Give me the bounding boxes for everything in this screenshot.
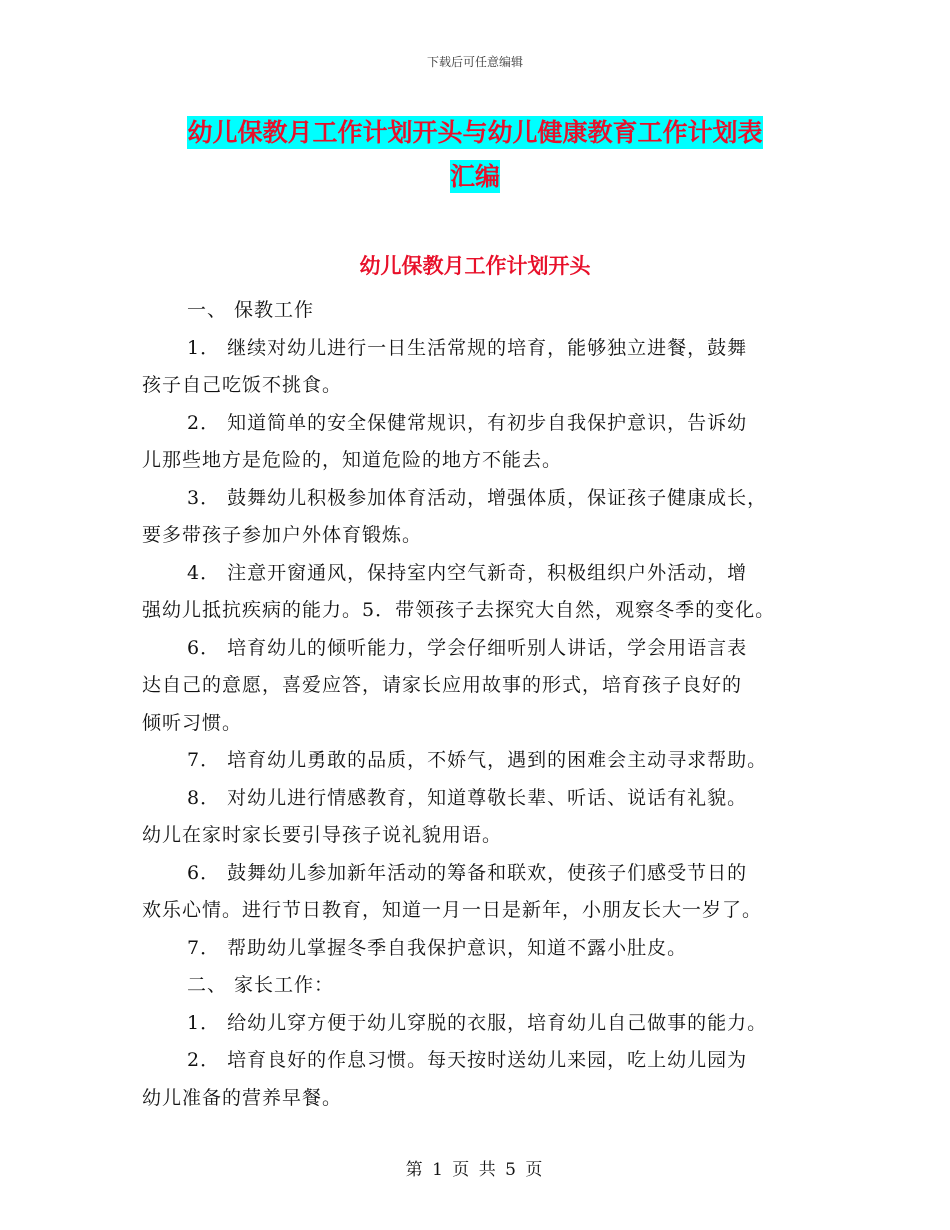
body-line: 8． 对幼儿进行情感教育，知道尊敬长辈、听话、说话有礼貌。 [187,786,748,809]
body-line: 欢乐心情。进行节日教育，知道一月一日是新年，小朋友长大一岁了。 [142,899,763,921]
document-title-line-2 [0,157,950,193]
body-line: 7． 帮助幼儿掌握冬季自我保护意识，知道不露小肚皮。 [187,936,688,959]
document-body [142,292,814,1117]
section-subtitle: 幼儿保教月工作计划开头 [359,254,591,278]
body-line: 4． 注意开窗通风，保持室内空气新奇，积极组织户外活动，增 [187,561,748,584]
document-title-line-1 [0,113,950,149]
body-line: 1． 继续对幼儿进行一日生活常规的培育，能够独立进餐，鼓舞 [187,336,748,359]
body-line: 幼儿准备的营养早餐。 [142,1086,343,1109]
body-line: 倾听习惯。 [142,711,243,734]
body-line: 达自己的意愿，喜爱应答，请家长应用故事的形式，培育孩子良好的 [142,674,743,696]
body-line: 1． 给幼儿穿方便于幼儿穿脱的衣服，培育幼儿自己做事的能力。 [187,1011,768,1034]
body-line: 要多带孩子参加户外体育锻炼。 [142,524,423,546]
body-line: 2． 培育良好的作息习惯。每天按时送幼儿来园，吃上幼儿园为 [187,1049,748,1071]
body-line: 6． 鼓舞幼儿参加新年活动的筹备和联欢，使孩子们感受节日的 [187,861,748,884]
body-line: 3． 鼓舞幼儿积极参加体育活动，增强体质，保证孩子健康成长， [187,486,768,509]
body-line: 一、 保教工作 [187,299,315,321]
title-text-2: 汇编 [449,162,500,191]
body-line: 6． 培育幼儿的倾听能力，学会仔细听别人讲话，学会用语言表 [187,636,748,659]
header-note: 下载后可任意编辑 [426,55,523,69]
body-line: 二、 家长工作： [187,974,335,996]
title-text-1: 幼儿保教月工作计划开头与幼儿健康教育工作计划表 [187,118,763,147]
page-number-footer: 第 1 页 共 5 页 [405,1160,545,1180]
body-line: 7． 培育幼儿勇敢的品质，不娇气，遇到的困难会主动寻求帮助。 [187,749,768,771]
body-line: 幼儿在家时家长要引导孩子说礼貌用语。 [142,824,503,846]
body-line: 儿那些地方是危险的，知道危险的地方不能去。 [142,449,563,471]
body-line: 孩子自己吃饭不挑食。 [142,374,343,396]
body-line: 强幼儿抵抗疾病的能力。5．带领孩子去探究大自然，观察冬季的变化。 [142,599,776,621]
body-line: 2． 知道简单的安全保健常规识，有初步自我保护意识，告诉幼 [187,411,748,434]
